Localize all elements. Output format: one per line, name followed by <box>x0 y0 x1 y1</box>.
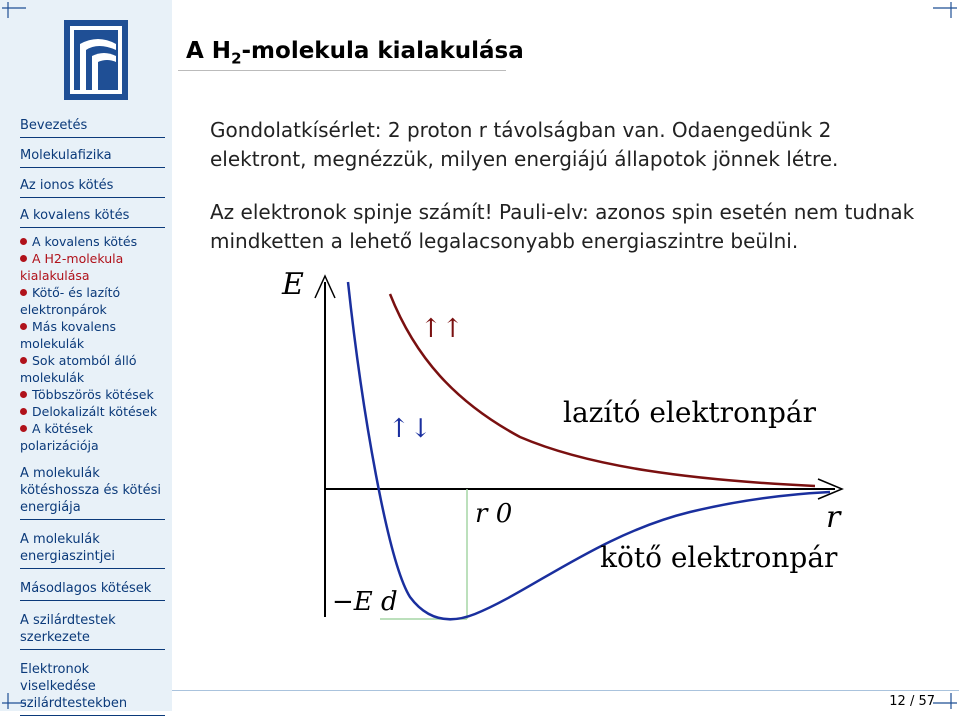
spin-antiparallel-label: ↑↓ <box>388 414 432 444</box>
bonding-label: kötő elektronpár <box>600 541 838 574</box>
nav-sub-mas-kovalens[interactable]: Más kovalens molekulák <box>20 319 117 351</box>
r0-label: r 0 <box>475 499 513 529</box>
nav-sub-tobbszoros[interactable]: Többszörös kötések <box>20 386 165 403</box>
nav-sub-polarizacio[interactable]: A kötések polarizációja <box>20 421 99 453</box>
nav-section-bevezetes[interactable]: Bevezetés <box>20 117 165 138</box>
slide-title: A $H_2$-molekula kialakulása <box>186 38 524 68</box>
x-axis-label: r <box>826 500 841 535</box>
nav-section-kovalens[interactable]: A kovalens kötés <box>20 207 165 228</box>
spin-parallel-label: ↑↑ <box>420 314 464 344</box>
nav-section-masodlagos[interactable]: Másodlagos kötések <box>20 580 165 601</box>
nav-section-elektronok[interactable]: Elektronok viselkedése szilárdtestekben <box>20 661 165 716</box>
ed-label: −E d <box>332 587 398 617</box>
nav-sub-kovalens-kotes[interactable]: A kovalens kötés <box>20 233 165 250</box>
nav-sub-sok-atom[interactable]: Sok atomból álló molekulák <box>20 353 137 385</box>
paragraph-intro: Gondolatkísérlet: 2 proton r távolságban van. Odaengedünk 2 elektront, megnézzük, milyen energiájú állapotok jönnek létre. <box>210 118 839 171</box>
footer-line <box>172 690 959 691</box>
nav-section-ionos[interactable]: Az ionos kötés <box>20 177 165 198</box>
paragraph-spin: Az elektronok spinje számít! Pauli-elv: azonos spin esetén nem tudnak mindketten a lehető legalacsonyabb energiaszintre beülni. <box>210 200 915 253</box>
nav-section-molekulafizika[interactable]: Molekulafizika <box>20 147 165 168</box>
page-number: 12 / 57 <box>889 694 935 709</box>
potential-energy-chart <box>270 262 870 622</box>
nav-sub-delokalizalt[interactable]: Delokalizált kötések <box>20 403 165 420</box>
nav-section-koteshossz[interactable]: A molekulák kötéshossza és kötési energiája <box>20 465 165 520</box>
antibonding-label: lazító elektronpár <box>563 396 816 429</box>
y-axis-label: E <box>282 267 304 302</box>
nav-section-szilardtestek[interactable]: A szilárdtestek szerkezete <box>20 612 165 650</box>
nav-section-energiaszintek[interactable]: A molekulák energiaszintjei <box>20 531 165 569</box>
nav-sub-h2-molekula[interactable]: A H2-molekula kialakulása <box>20 251 124 283</box>
nav-sub-koto-lazito[interactable]: Kötő- és lazító elektronpárok <box>20 285 121 317</box>
